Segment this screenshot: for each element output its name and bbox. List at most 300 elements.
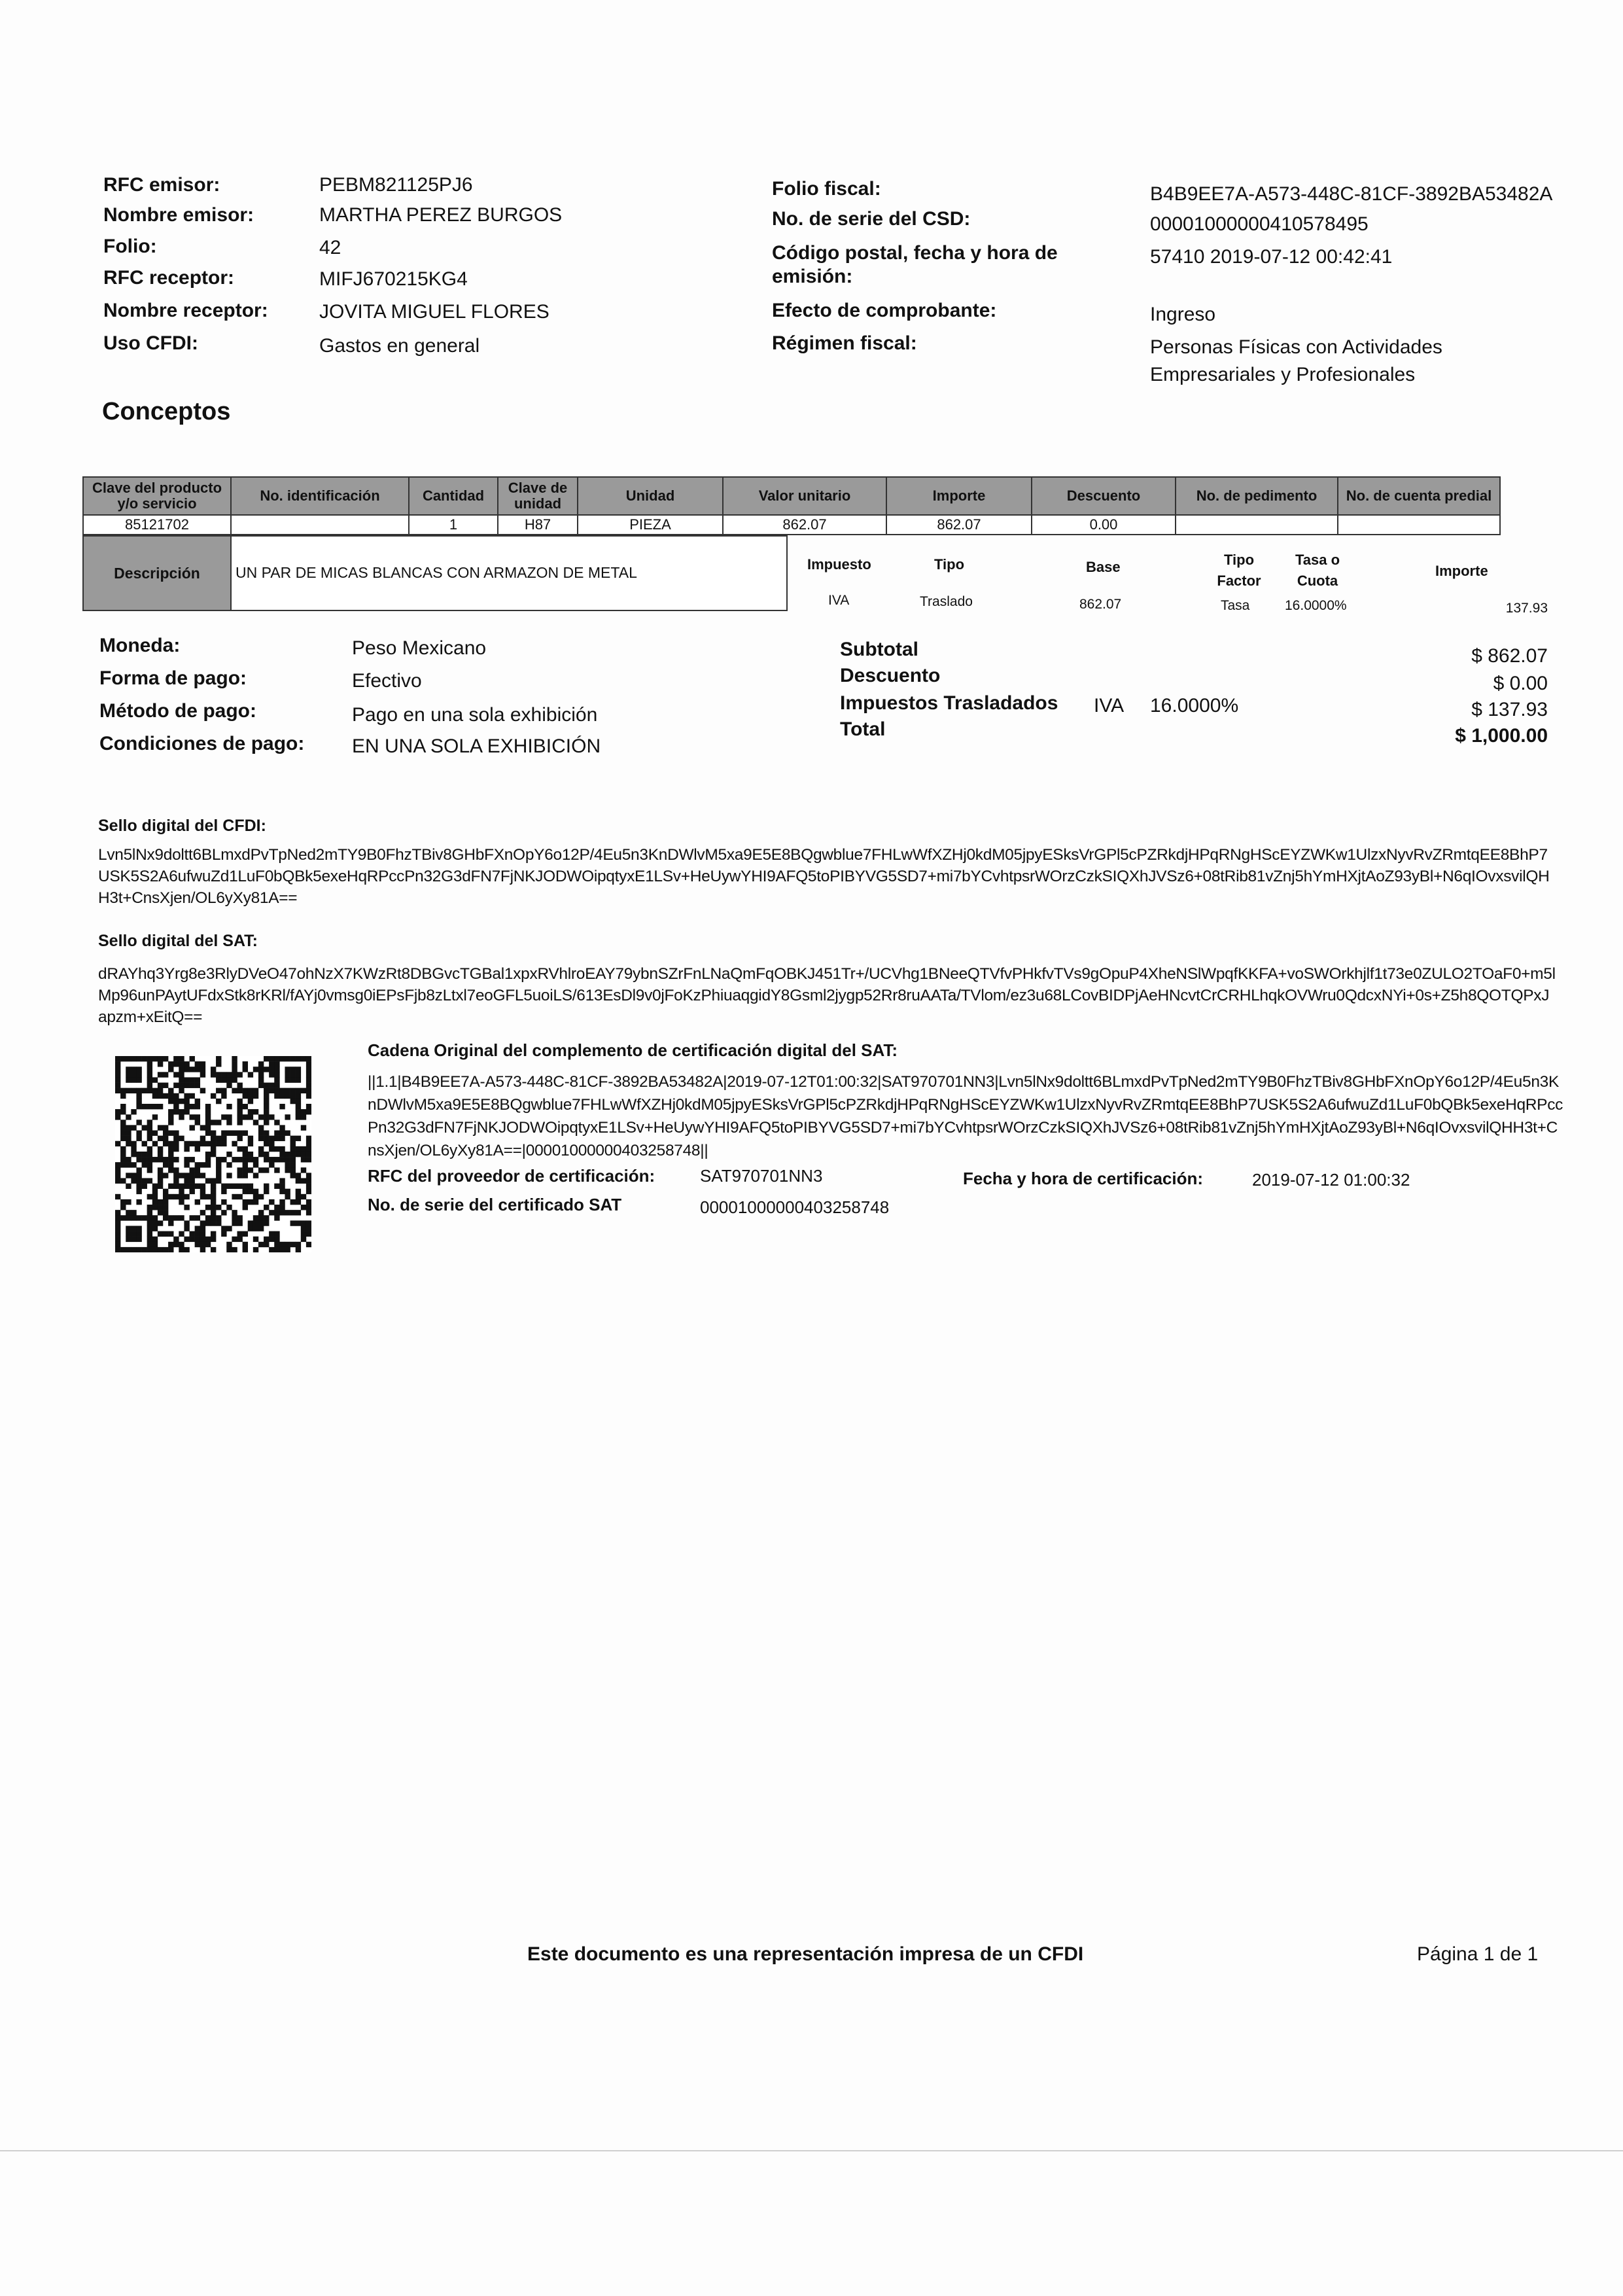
cell-no-cuenta-predial: [1338, 515, 1500, 535]
qr-module: [126, 1088, 131, 1093]
qr-module: [237, 1104, 242, 1109]
qr-module: [306, 1157, 311, 1162]
cell-clave-producto: 85121702: [83, 515, 231, 535]
qr-module: [226, 1104, 232, 1109]
qr-module: [168, 1184, 173, 1189]
descuento-label: Descuento: [840, 665, 941, 686]
qr-module: [290, 1220, 296, 1226]
qr-module: [115, 1072, 120, 1077]
qr-module: [296, 1189, 301, 1194]
qr-module: [279, 1189, 285, 1194]
qr-module: [136, 1199, 141, 1205]
qr-module: [237, 1120, 242, 1125]
qr-module: [274, 1083, 279, 1088]
qr-module: [120, 1104, 126, 1109]
qr-module: [158, 1083, 163, 1088]
qr-module: [142, 1104, 147, 1109]
qr-module: [248, 1114, 253, 1120]
rfc-receptor-label: RFC receptor:: [103, 267, 235, 289]
qr-module: [200, 1072, 205, 1077]
qr-module: [232, 1237, 237, 1242]
cp-fecha-value: 57410 2019-07-12 00:42:41: [1150, 246, 1393, 268]
qr-module: [184, 1194, 189, 1199]
qr-module: [120, 1146, 126, 1152]
qr-module: [190, 1167, 195, 1173]
qr-module: [221, 1093, 226, 1099]
sello-cfdi-text: Lvn5lNx9doltt6BLmxdPvTpNed2mTY9B0FhzTBiv8GHbFXnOpY6o12P/4Eu5n3KnDWlvM5xa9E5E8BQgwblue7FHLwWfXZHj0kdM05jpyESksVrGPl5cPZRkdjHPqRNgHScEYZWKw1UlzxNyvRvZRmtqEE8BhP7USK5S2A6ufwuZd1LuF0bQBk5exeHqRPccPn32G3dFN7FjNKJODWOipqtyxE1LSv+HeUywYHI9AFQ5toPIBYVG5SD7+mi7bYCvhtpsrWOrzCzkSIQXhJVSz6+08tRib81vZnj5hYmHXjtAoZ93yBl+N6qIOvxsvilQHH3t+CnsXjen/OL6yXy81A==: [98, 846, 1550, 907]
qr-module: [147, 1247, 152, 1252]
qr-module: [115, 1194, 120, 1199]
qr-module: [264, 1141, 269, 1146]
impuestos-value: $ 137.93: [1471, 699, 1548, 720]
cadena-original-text: ||1.1|B4B9EE7A-A573-448C-81CF-3892BA53482A|2019-07-12T01:00:32|SAT970701NN3|Lvn5lNx9doltt6BLmxdPvTpNed2mTY9B0FhzTBiv8GHbFXnOpY6o12P/4Eu5n3KnDWlvM5xa9E5E8BQgwblue7FHLwWfXZHj0kdM05jpyESksVrGPl5cPZRkdjHPqRNgHScEYZWKw1UlzxNyvRvZRmtqEE8BhP7USK5S2A6ufwuZd1LuF0bQBk5exeHqRPccPn32G3dFN7FjNKJODWOipqtyxE1LSv+HeUywYHI9AFQ5toPIBYVG5SD7+mi7bYCvhtpsrWOrzCzkSIQXhJVSz6+08tRib81vZnj5hYmHXjtAoZ93yBl+N6qIOvxsvilQHH3t+CnsXjen/OL6yXy81A==|00001000000403258748||: [368, 1073, 1563, 1159]
qr-module: [131, 1215, 136, 1220]
qr-module: [147, 1226, 152, 1231]
qr-module: [131, 1056, 136, 1061]
table-row: [83, 515, 1500, 535]
qr-module: [221, 1210, 226, 1215]
qr-module: [264, 1242, 269, 1247]
qr-module: [200, 1194, 205, 1199]
qr-module: [115, 1056, 120, 1061]
qr-module: [205, 1178, 211, 1183]
qr-module: [243, 1184, 248, 1189]
sello-cfdi-label: Sello digital del CFDI:: [98, 817, 266, 835]
qr-module: [168, 1215, 173, 1220]
qr-module: [200, 1088, 205, 1093]
qr-module: [168, 1067, 173, 1072]
qr-module: [237, 1237, 242, 1242]
cell-valor-unitario: 862.07: [723, 515, 886, 535]
qr-module: [152, 1104, 158, 1109]
qr-module: [211, 1136, 216, 1141]
qr-module: [195, 1146, 200, 1152]
regimen-value-line1: Personas Físicas con Actividades: [1150, 336, 1442, 358]
qr-module: [221, 1072, 226, 1077]
qr-module: [243, 1189, 248, 1194]
qr-module: [274, 1131, 279, 1136]
qr-module: [296, 1173, 301, 1178]
qr-module: [190, 1093, 195, 1099]
qr-module: [306, 1056, 311, 1061]
qr-module: [211, 1199, 216, 1205]
qr-module: [285, 1167, 290, 1173]
qr-module: [147, 1083, 152, 1088]
qr-module: [136, 1099, 141, 1104]
qr-module: [147, 1056, 152, 1061]
qr-module: [173, 1109, 179, 1114]
qr-module: [306, 1205, 311, 1210]
qr-module: [248, 1088, 253, 1093]
qr-module: [274, 1088, 279, 1093]
qr-module: [301, 1226, 306, 1231]
qr-module: [152, 1220, 158, 1226]
qr-module: [195, 1162, 200, 1167]
qr-module: [163, 1210, 168, 1215]
nombre-emisor-value: MARTHA PEREZ BURGOS: [319, 204, 563, 226]
qr-module: [306, 1152, 311, 1157]
rfc-proveedor-value: SAT970701NN3: [700, 1166, 823, 1186]
qr-module: [296, 1109, 301, 1114]
qr-module: [285, 1194, 290, 1199]
cell-cantidad: 1: [409, 515, 498, 535]
qr-module: [248, 1184, 253, 1189]
qr-module: [216, 1056, 221, 1061]
qr-module: [211, 1237, 216, 1242]
qr-module: [179, 1077, 184, 1082]
qr-module: [152, 1088, 158, 1093]
qr-module: [168, 1146, 173, 1152]
qr-module: [274, 1067, 279, 1072]
qr-module: [237, 1146, 242, 1152]
qr-module: [264, 1205, 269, 1210]
qr-module: [211, 1093, 216, 1099]
qr-module: [216, 1120, 221, 1125]
qr-module: [274, 1061, 279, 1067]
qr-module: [152, 1093, 158, 1099]
rfc-emisor-value: PEBM821125PJ6: [319, 174, 473, 196]
qr-module: [205, 1114, 211, 1120]
qr-module: [264, 1189, 269, 1194]
qr-module: [211, 1178, 216, 1183]
qr-module: [184, 1083, 189, 1088]
qr-module: [264, 1167, 269, 1173]
qr-module: [163, 1205, 168, 1210]
qr-module: [163, 1173, 168, 1178]
qr-module: [205, 1152, 211, 1157]
qr-module: [279, 1210, 285, 1215]
qr-module: [136, 1167, 141, 1173]
qr-module: [290, 1162, 296, 1167]
qr-module: [258, 1210, 264, 1215]
qr-module: [301, 1167, 306, 1173]
qr-module: [279, 1093, 285, 1099]
qr-module: [168, 1162, 173, 1167]
qr-module: [158, 1167, 163, 1173]
col-clave-unidad: Clave de unidad: [498, 477, 578, 515]
qr-module: [142, 1088, 147, 1093]
qr-module: [285, 1072, 290, 1077]
qr-module: [173, 1131, 179, 1136]
qr-module: [126, 1077, 131, 1082]
qr-module: [285, 1247, 290, 1252]
qr-module: [211, 1120, 216, 1125]
qr-module: [301, 1109, 306, 1114]
qr-module: [152, 1189, 158, 1194]
qr-module: [136, 1093, 141, 1099]
qr-module: [147, 1157, 152, 1162]
qr-module: [120, 1120, 126, 1125]
qr-module: [274, 1157, 279, 1162]
qr-module: [142, 1178, 147, 1183]
qr-module: [120, 1178, 126, 1183]
qr-module: [226, 1083, 232, 1088]
qr-module: [269, 1072, 274, 1077]
qr-module: [184, 1061, 189, 1067]
qr-module: [258, 1061, 264, 1067]
qr-module: [296, 1210, 301, 1215]
qr-module: [243, 1231, 248, 1237]
qr-module: [279, 1184, 285, 1189]
qr-module: [173, 1072, 179, 1077]
qr-module: [173, 1167, 179, 1173]
uso-cfdi-value: Gastos en general: [319, 335, 480, 357]
qr-module: [243, 1242, 248, 1247]
qr-module: [120, 1056, 126, 1061]
moneda-label: Moneda:: [99, 635, 181, 656]
qr-module: [163, 1157, 168, 1162]
qr-module: [115, 1215, 120, 1220]
qr-module: [136, 1184, 141, 1189]
qr-module: [221, 1226, 226, 1231]
qr-module: [147, 1178, 152, 1183]
qr-module: [296, 1247, 301, 1252]
qr-module: [216, 1136, 221, 1141]
qr-module: [243, 1146, 248, 1152]
qr-module: [163, 1189, 168, 1194]
qr-module: [163, 1136, 168, 1141]
qr-module: [290, 1077, 296, 1082]
cell-clave-unidad: H87: [498, 515, 578, 535]
qr-module: [301, 1152, 306, 1157]
qr-module: [147, 1194, 152, 1199]
qr-module: [115, 1083, 120, 1088]
qr-module: [205, 1205, 211, 1210]
qr-module: [190, 1114, 195, 1120]
qr-module: [195, 1231, 200, 1237]
qr-module: [142, 1157, 147, 1162]
qr-module: [205, 1120, 211, 1125]
qr-module: [243, 1152, 248, 1157]
qr-module: [301, 1205, 306, 1210]
qr-module: [237, 1109, 242, 1114]
qr-module: [184, 1205, 189, 1210]
qr-module: [147, 1104, 152, 1109]
qr-module: [195, 1215, 200, 1220]
qr-module: [285, 1131, 290, 1136]
qr-module: [274, 1056, 279, 1061]
qr-module: [136, 1231, 141, 1237]
qr-module: [152, 1205, 158, 1210]
qr-module: [253, 1088, 258, 1093]
qr-module: [179, 1194, 184, 1199]
qr-module: [120, 1152, 126, 1157]
qr-module: [274, 1136, 279, 1141]
qr-module: [131, 1210, 136, 1215]
qr-module: [264, 1220, 269, 1226]
qr-module: [205, 1242, 211, 1247]
qr-module: [274, 1205, 279, 1210]
qr-module: [190, 1215, 195, 1220]
qr-module: [152, 1194, 158, 1199]
qr-module: [301, 1146, 306, 1152]
qr-module: [136, 1104, 141, 1109]
qr-module: [142, 1247, 147, 1252]
qr-module: [147, 1152, 152, 1157]
qr-module: [306, 1072, 311, 1077]
qr-module: [264, 1237, 269, 1242]
qr-module: [248, 1157, 253, 1162]
qr-module: [195, 1199, 200, 1205]
qr-module: [115, 1220, 120, 1226]
qr-module: [173, 1083, 179, 1088]
qr-module: [269, 1061, 274, 1067]
qr-module: [243, 1173, 248, 1178]
qr-module: [296, 1136, 301, 1141]
qr-module: [179, 1242, 184, 1247]
qr-module: [237, 1083, 242, 1088]
qr-module: [120, 1247, 126, 1252]
qr-module: [269, 1083, 274, 1088]
qr-module: [306, 1093, 311, 1099]
qr-module: [200, 1231, 205, 1237]
qr-module: [296, 1194, 301, 1199]
qr-module: [253, 1215, 258, 1220]
qr-module: [290, 1173, 296, 1178]
qr-module: [115, 1167, 120, 1173]
qr-module: [163, 1093, 168, 1099]
qr-module: [205, 1131, 211, 1136]
qr-module: [126, 1215, 131, 1220]
qr-module: [126, 1184, 131, 1189]
qr-module: [237, 1173, 242, 1178]
qr-module: [147, 1077, 152, 1082]
qr-module: [301, 1088, 306, 1093]
qr-module: [120, 1215, 126, 1220]
qr-module: [211, 1247, 216, 1252]
qr-module: [168, 1088, 173, 1093]
qr-module: [184, 1226, 189, 1231]
qr-module: [211, 1205, 216, 1210]
qr-module: [243, 1093, 248, 1099]
qr-module: [237, 1099, 242, 1104]
tax-header-tipo-factor: Tipo Factor: [1217, 552, 1261, 589]
qr-module: [173, 1157, 179, 1162]
qr-module: [190, 1067, 195, 1072]
qr-module: [158, 1104, 163, 1109]
qr-module: [200, 1226, 205, 1231]
qr-module: [221, 1088, 226, 1093]
qr-module: [232, 1077, 237, 1082]
qr-module: [226, 1247, 232, 1252]
qr-module: [253, 1162, 258, 1167]
qr-module: [243, 1131, 248, 1136]
qr-module: [306, 1226, 311, 1231]
qr-module: [279, 1178, 285, 1183]
qr-module: [131, 1173, 136, 1178]
qr-module: [126, 1162, 131, 1167]
qr-module: [158, 1072, 163, 1077]
qr-module: [136, 1077, 141, 1082]
qr-module: [184, 1220, 189, 1226]
subtotal-value: $ 862.07: [1471, 645, 1548, 667]
qr-module: [253, 1220, 258, 1226]
qr-module: [147, 1167, 152, 1173]
qr-module: [264, 1120, 269, 1125]
qr-module: [248, 1220, 253, 1226]
folio-fiscal-value: B4B9EE7A-A573-448C-81CF-3892BA53482A: [1150, 183, 1553, 205]
qr-module: [211, 1194, 216, 1199]
tax-header-importe: Importe: [1435, 563, 1488, 579]
qr-module: [190, 1189, 195, 1194]
qr-module: [237, 1194, 242, 1199]
qr-module: [296, 1199, 301, 1205]
qr-module: [200, 1184, 205, 1189]
qr-module: [211, 1215, 216, 1220]
qr-module: [221, 1136, 226, 1141]
col-importe: Importe: [886, 477, 1032, 515]
qr-module: [248, 1189, 253, 1194]
qr-module: [211, 1067, 216, 1072]
qr-module: [131, 1088, 136, 1093]
qr-module: [184, 1077, 189, 1082]
qr-module: [142, 1152, 147, 1157]
qr-module: [126, 1231, 131, 1237]
qr-module: [136, 1178, 141, 1183]
qr-module: [211, 1189, 216, 1194]
qr-module: [126, 1247, 131, 1252]
qr-module: [163, 1072, 168, 1077]
qr-module: [158, 1210, 163, 1215]
qr-module: [120, 1088, 126, 1093]
qr-module: [211, 1072, 216, 1077]
qr-module: [243, 1247, 248, 1252]
qr-module: [248, 1199, 253, 1205]
qr-module: [126, 1210, 131, 1215]
qr-module: [168, 1247, 173, 1252]
qr-module: [173, 1184, 179, 1189]
qr-module: [232, 1141, 237, 1146]
serie-csd-label: No. de serie del CSD:: [772, 208, 971, 230]
qr-module: [131, 1141, 136, 1146]
qr-module: [173, 1093, 179, 1099]
qr-module: [253, 1189, 258, 1194]
conceptos-table: [82, 476, 1501, 535]
qr-module: [243, 1088, 248, 1093]
qr-module: [258, 1125, 264, 1130]
qr-module: [126, 1226, 131, 1231]
qr-module: [163, 1131, 168, 1136]
qr-module: [131, 1178, 136, 1183]
qr-module: [306, 1189, 311, 1194]
qr-module: [264, 1093, 269, 1099]
qr-module: [216, 1072, 221, 1077]
qr-module: [200, 1247, 205, 1252]
qr-module: [173, 1173, 179, 1178]
qr-module: [264, 1104, 269, 1109]
qr-module: [253, 1247, 258, 1252]
qr-module: [126, 1072, 131, 1077]
qr-module: [306, 1136, 311, 1141]
qr-module: [216, 1099, 221, 1104]
qr-module: [179, 1247, 184, 1252]
qr-module: [131, 1152, 136, 1157]
qr-module: [264, 1152, 269, 1157]
qr-module: [279, 1242, 285, 1247]
qr-module: [216, 1088, 221, 1093]
qr-module: [211, 1152, 216, 1157]
folio-label: Folio:: [103, 236, 157, 257]
qr-module: [221, 1131, 226, 1136]
qr-module: [142, 1184, 147, 1189]
qr-module: [279, 1205, 285, 1210]
qr-module: [264, 1067, 269, 1072]
qr-module: [184, 1109, 189, 1114]
qr-module: [290, 1099, 296, 1104]
qr-module: [200, 1067, 205, 1072]
qr-module: [290, 1199, 296, 1205]
qr-module: [258, 1226, 264, 1231]
